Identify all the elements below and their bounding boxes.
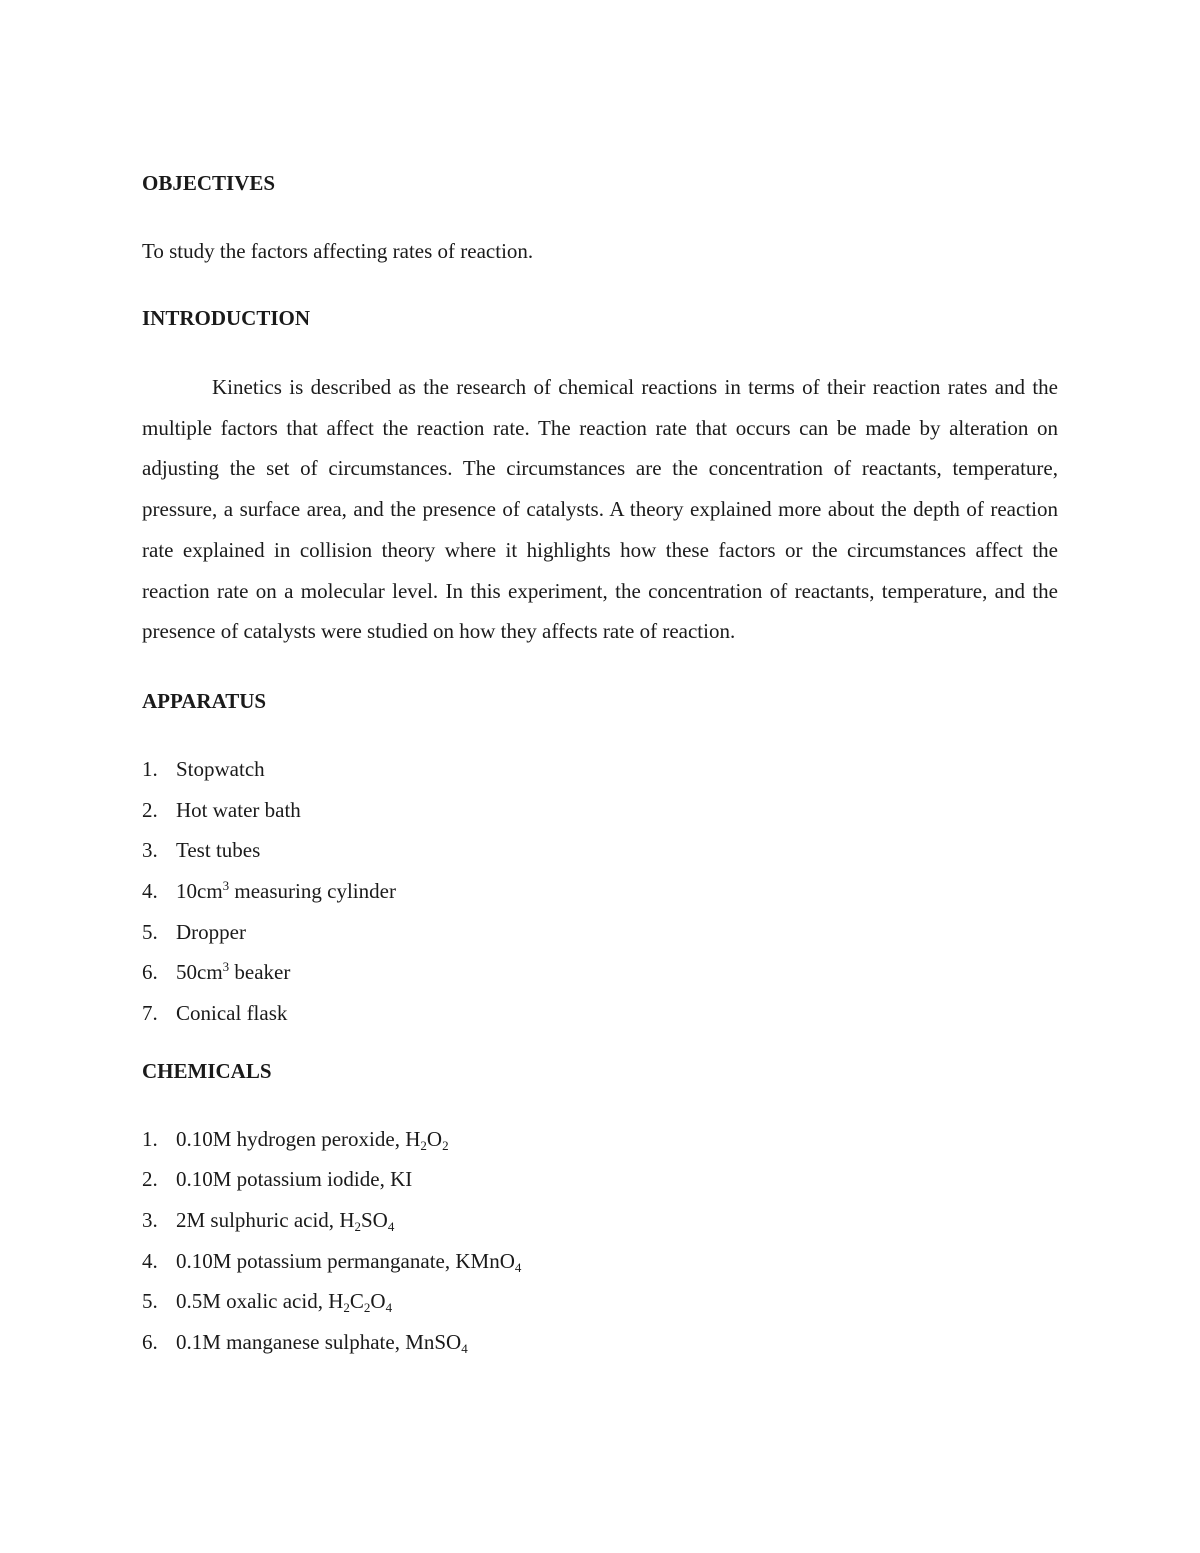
chemical-name: 0.10M hydrogen peroxide,: [176, 1126, 406, 1151]
item-text: [176, 1241, 521, 1282]
formula-part: 4: [514, 1259, 522, 1275]
item-number: 7.: [142, 1001, 158, 1026]
item-text: [176, 1200, 394, 1241]
apparatus-item: [142, 790, 1058, 831]
formula-part: H: [339, 1208, 355, 1233]
objectives-text: To study the factors affecting rates of reaction.: [142, 239, 534, 263]
item-text: Hot water bath: [176, 797, 301, 822]
item-text-post: measuring cylinder: [229, 878, 396, 903]
item-superscript: 3: [222, 959, 230, 975]
apparatus-item: [142, 952, 1058, 993]
chemical-name: 2M sulphuric acid,: [176, 1208, 340, 1233]
item-text: Test tubes: [176, 838, 261, 863]
document-content: [142, 168, 1058, 1363]
formula-part: 2: [363, 1300, 371, 1316]
item-text-post: beaker: [229, 960, 291, 985]
item-number: 1.: [142, 1126, 158, 1151]
chemical-item: [142, 1200, 1058, 1241]
formula-part: 4: [387, 1219, 395, 1235]
formula-part: MnSO: [405, 1330, 462, 1355]
apparatus-item: [142, 993, 1058, 1034]
apparatus-heading: APPARATUS: [142, 688, 267, 713]
item-text: [176, 871, 396, 912]
apparatus-item: [142, 871, 1058, 912]
formula-part: C: [349, 1289, 364, 1314]
item-text: Stopwatch: [176, 756, 265, 781]
chemical-name: 0.1M manganese sulphate,: [176, 1330, 406, 1355]
item-text-pre: 50cm: [176, 960, 223, 985]
chemicals-list: [142, 1119, 1058, 1363]
chemical-item: [142, 1281, 1058, 1322]
item-number: 6.: [142, 960, 158, 985]
item-number: 5.: [142, 1289, 158, 1314]
formula-part: H: [405, 1126, 421, 1151]
chemical-name: 0.10M potassium iodide, KI: [176, 1167, 413, 1192]
item-text: Dropper: [176, 919, 246, 944]
item-text: Conical flask: [176, 1001, 288, 1026]
item-text: [176, 1119, 449, 1160]
formula-part: O: [426, 1126, 443, 1151]
formula-part: O: [370, 1289, 386, 1314]
formula-part: H: [328, 1289, 344, 1314]
apparatus-item: [142, 830, 1058, 871]
item-number: 4.: [142, 1248, 158, 1273]
item-text: [176, 1281, 392, 1322]
formula-part: 2: [343, 1300, 350, 1316]
chemical-item: [142, 1119, 1058, 1160]
formula-part: 2: [420, 1137, 427, 1153]
formula-part: 2: [442, 1137, 449, 1153]
objectives-heading: OBJECTIVES: [142, 171, 276, 195]
chemical-name: 0.10M potassium permanganate,: [176, 1248, 456, 1273]
chemical-item: [142, 1159, 1058, 1200]
item-number: 2.: [142, 797, 158, 822]
item-number: 1.: [142, 756, 158, 781]
introduction-paragraph: Kinetics is described as the research of chemical reactions in terms of their reaction rates and the multiple factors that affect the reaction rate. The reaction rate that occurs can be made by alteration on adjusting the set of circumstances. The circumstances are the concentration of reactants, temperature, pressure, a surface area, and the presence of catalysts. A theory explained more about the depth of reaction rate explained in collision theory where it highlights how these factors or the circumstances affect the reaction rate on a molecular level. In this experiment, the concentration of reactants, temperature, and the presence of catalysts were studied on how they affects rate of reaction.: [142, 375, 1058, 644]
item-number: 3.: [142, 838, 158, 863]
apparatus-item: [142, 749, 1058, 790]
item-text: [176, 1159, 412, 1200]
item-text-pre: 10cm: [176, 878, 223, 903]
item-number: 3.: [142, 1208, 158, 1233]
formula-part: 4: [385, 1300, 393, 1316]
item-number: 5.: [142, 919, 158, 944]
apparatus-item: [142, 912, 1058, 953]
item-text: [176, 952, 290, 993]
formula-part: 4: [461, 1341, 468, 1357]
apparatus-list: [142, 749, 1058, 1034]
chemical-item: [142, 1241, 1058, 1282]
chemical-name: 0.5M oxalic acid,: [176, 1289, 329, 1314]
item-number: 4.: [142, 878, 158, 903]
item-number: 6.: [142, 1330, 158, 1355]
introduction-heading: INTRODUCTION: [142, 306, 311, 330]
formula-part: KMnO: [455, 1248, 515, 1273]
item-number: 2.: [142, 1167, 158, 1192]
item-text: [176, 1322, 468, 1363]
formula-part: SO: [360, 1208, 388, 1233]
chemicals-heading: CHEMICALS: [142, 1058, 272, 1083]
chemical-item: [142, 1322, 1058, 1363]
formula-part: 2: [354, 1219, 361, 1235]
item-superscript: 3: [222, 877, 230, 893]
